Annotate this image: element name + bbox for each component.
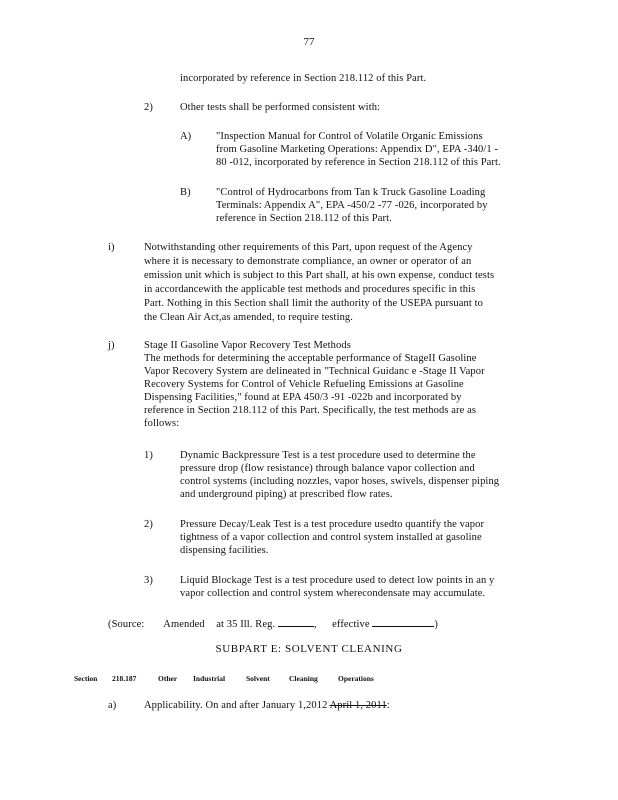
register-page-blank <box>278 616 314 627</box>
sub-1-line-1: Dynamic Backpressure Test is a test procedure used to determine the <box>180 450 476 461</box>
sub-1-line-4: and underground piping) at prescribed flow rates. <box>180 489 393 500</box>
item-2A-line-3: 80 -012, incorporated by reference in Section 218.112 of this Part. <box>216 157 501 168</box>
item-j-line-1: The methods for determining the acceptable performance of StageII Gasoline <box>144 353 477 364</box>
sub-2-label: 2) <box>144 519 153 530</box>
item-a-text-line <box>144 699 390 713</box>
sub-2-line-1: Pressure Decay/Leak Test is a test procedure usedto quantify the vapor <box>180 519 485 530</box>
section-title-word-2: Industrial <box>193 674 226 683</box>
sub-3-line-1: Liquid Blockage Test is a test procedure used to detect low points in an y <box>180 575 495 586</box>
item-2B-line-1: "Control of Hydrocarbons from Tan k Truck Gasoline Loading <box>216 187 486 198</box>
item-i-line-3: emission unit which is subject to this Part shall, at his own expense, conduct tests <box>144 270 495 281</box>
sub-3-label: 3) <box>144 575 153 586</box>
source-effective: effective <box>332 619 370 630</box>
sub-2-line-3: dispensing facilities. <box>180 545 269 556</box>
page-number: 77 <box>303 36 315 48</box>
item-j-line-6: follows: <box>144 418 180 429</box>
item-2B-line-3: reference in Section 218.112 of this Part. <box>216 213 392 224</box>
source-amended: Amended <box>163 619 205 630</box>
item-a-text: Applicability. On and after January 1,2012 <box>144 700 328 711</box>
continuation-line: incorporated by reference in Section 218.112 of this Part. <box>180 73 427 84</box>
item-j-line-4: Dispensing Facilities," found at EPA 450/3 -91 -022b and incorporated by <box>144 392 462 403</box>
item-2A-line-1: "Inspection Manual for Control of Volatile Organic Emissions <box>216 131 483 142</box>
source-prefix: (Source: <box>108 619 145 630</box>
item-2-text: Other tests shall be performed consistent with: <box>180 102 381 113</box>
effective-date-blank <box>372 616 434 627</box>
sub-1-label: 1) <box>144 450 153 461</box>
item-i-line-6: the Clean Air Act,as amended, to require testing. <box>144 312 354 323</box>
item-a-struck-date: April 1, 2011 <box>329 700 387 711</box>
section-title-word-1: Other <box>158 674 178 683</box>
source-note <box>108 616 438 632</box>
source-register: at 35 Ill. Reg. <box>216 619 276 630</box>
item-i-line-1: Notwithstanding other requirements of this Part, upon request of the Agency <box>144 242 473 253</box>
item-i-line-2: where it is necessary to demonstrate compliance, an owner or operator of an <box>144 256 472 267</box>
section-title-word-5: Operations <box>338 674 374 683</box>
item-j-line-2: Vapor Recovery System are delineated in "Technical Guidanc e -Stage II Vapor <box>144 366 485 377</box>
item-a-label: a) <box>108 700 117 711</box>
item-2B-label: B) <box>180 187 191 198</box>
sub-1-line-3: control systems (including nozzles, vapor hoses, swivels, dispenser piping <box>180 476 500 487</box>
sub-1-line-2: pressure drop (flow resistance) through balance vapor collection and <box>180 463 475 474</box>
item-2-label: 2) <box>144 102 153 113</box>
subpart-heading: SUBPART E: SOLVENT CLEANING <box>215 643 403 655</box>
item-j-label: j) <box>108 340 115 351</box>
section-word: Section <box>74 674 98 683</box>
item-i-label: i) <box>108 242 115 253</box>
section-title-word-3: Solvent <box>246 674 270 683</box>
item-a-end: : <box>386 700 390 711</box>
sub-2-line-2: tightness of a vapor collection and control system installed at gasoline <box>180 532 482 543</box>
item-i-line-5: Part. Nothing in this Section shall limit the authority of the USEPA pursuant to <box>144 298 483 309</box>
source-close: ) <box>434 619 438 630</box>
item-j-line-3: Recovery Systems for Control of Vehicle Refueling Emissions at Gasoline <box>144 379 464 390</box>
item-2A-label: A) <box>180 131 192 142</box>
item-2A-line-2: from Gasoline Marketing Operations: Appendix D", EPA -340/1 - <box>216 144 499 155</box>
section-number: 218.187 <box>112 674 137 683</box>
item-j-title: Stage II Gasoline Vapor Recovery Test Methods <box>144 340 351 351</box>
source-comma: , <box>313 619 317 630</box>
sub-3-line-2: vapor collection and control system wherecondensate may accumulate. <box>180 588 486 599</box>
item-j-line-5: reference in Section 218.112 of this Part. Specifically, the test methods are as <box>144 405 477 416</box>
item-i-line-4: in accordancewith the applicable test methods and procedures specific in this <box>144 284 476 295</box>
section-title-word-4: Cleaning <box>289 674 318 683</box>
item-2B-line-2: Terminals: Appendix A", EPA -450/2 -77 -026, incorporated by <box>216 200 488 211</box>
